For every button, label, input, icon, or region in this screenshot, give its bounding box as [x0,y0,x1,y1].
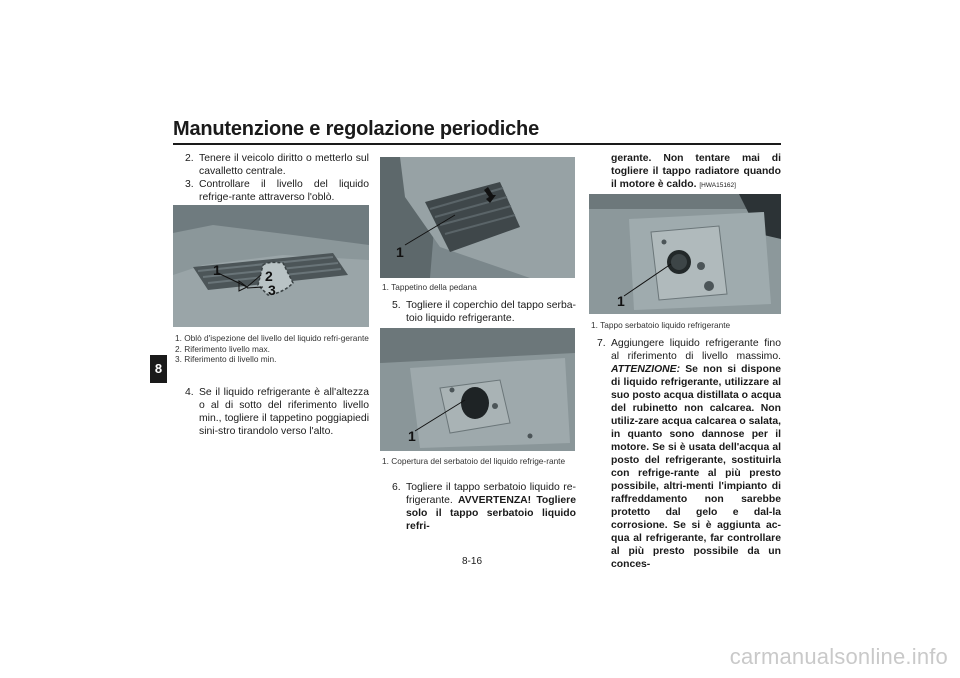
caption-item: 1. Tappetino della pedana [382,282,477,292]
warning-text: AVVERTENZA! Togliere solo il tappo serbatoio liquido refri- [406,495,576,532]
caption-item: 1. Tappo serbatoio liquido refrigerante [591,320,731,330]
reservoir-cover-photo [380,328,575,451]
caption-item: 3. Riferimento di livello min. [175,354,277,364]
header-rule [173,143,781,145]
coolant-window-photo [173,205,369,327]
step-6 [392,481,576,533]
warning-continuation [611,152,781,192]
step-5 [392,299,576,325]
step-4 [185,386,369,438]
footrest-mat-photo [380,157,575,278]
step-3 [185,178,369,204]
callout-1: 1 [396,244,404,260]
step-text: Togliere il tappo serbatoio liquido re-frigerante. [406,482,576,506]
step-text: Controllare il livello del liquido refrige-rante attraverso l'oblò. [199,179,369,203]
page-title: Manutenzione e regolazione periodiche [173,118,539,140]
figure-captions [175,333,370,365]
callout-1: 1 [213,262,221,278]
callout-1: 1 [617,293,625,309]
attention-label: ATTENZIONE: [611,364,681,375]
page-number: 8-16 [462,556,483,567]
step-text: Tenere il veicolo diritto o metterlo sul cavalletto centrale. [199,153,369,177]
figure-caption [382,456,577,467]
caption-item: 1. Oblò d'ispezione del livello del liquido refri-gerante [175,333,369,343]
callout-3: 3 [268,282,276,298]
warning-code: [HWA15162] [699,182,736,189]
step-7 [597,337,781,571]
step-2 [185,152,369,178]
callout-1: 1 [408,428,416,444]
step-number: 3. [185,179,194,190]
reservoir-cap-photo [589,194,781,314]
figure-caption [382,282,577,293]
attention-text: Se non si dispone di liquido refrigerante, utilizzare al suo posto acqua distillata o acqua del rubinetto non calcarea. Non utiliz-zare acqua calcarea o salata, in quanto sono dannose per il motore. Se si è usata dell'acqua al posto del refrigerante, sostituirla con refrige-rante al più presto possibile, altri-menti l'impianto di raffreddamento non sarebbe protetto dal gelo e dal-la corrosione. Se si è aggiunta ac-qua al refrigerante, far controllare al più presto possibile da un conces- [611,364,781,570]
step-number: 5. [392,300,401,311]
step-text: Aggiungere liquido refrigerante fino al riferimento di livello massimo. [611,338,781,362]
step-number: 7. [597,338,606,349]
chapter-tab: 8 [150,355,167,383]
step-text: Togliere il coperchio del tappo serba-toio liquido refrigerante. [406,300,576,324]
figure-caption [591,320,786,331]
step-number: 4. [185,387,194,398]
step-text: Se il liquido refrigerante è all'altezza o al di sotto del riferimento livello min., togliere il tappetino poggiapiedi sini-stro tirandolo verso l'alto. [199,387,369,437]
caption-item: 1. Copertura del serbatoio del liquido refrige-rante [382,456,566,466]
caption-item: 2. Riferimento livello max. [175,343,270,354]
warning-text: gerante. Non tentare mai di togliere il tappo radiatore quando il motore è caldo. [611,153,781,190]
callout-2: 2 [265,268,273,284]
watermark: carmanualsonline.info [729,644,948,669]
step-number: 6. [392,482,401,493]
step-number: 2. [185,153,194,164]
